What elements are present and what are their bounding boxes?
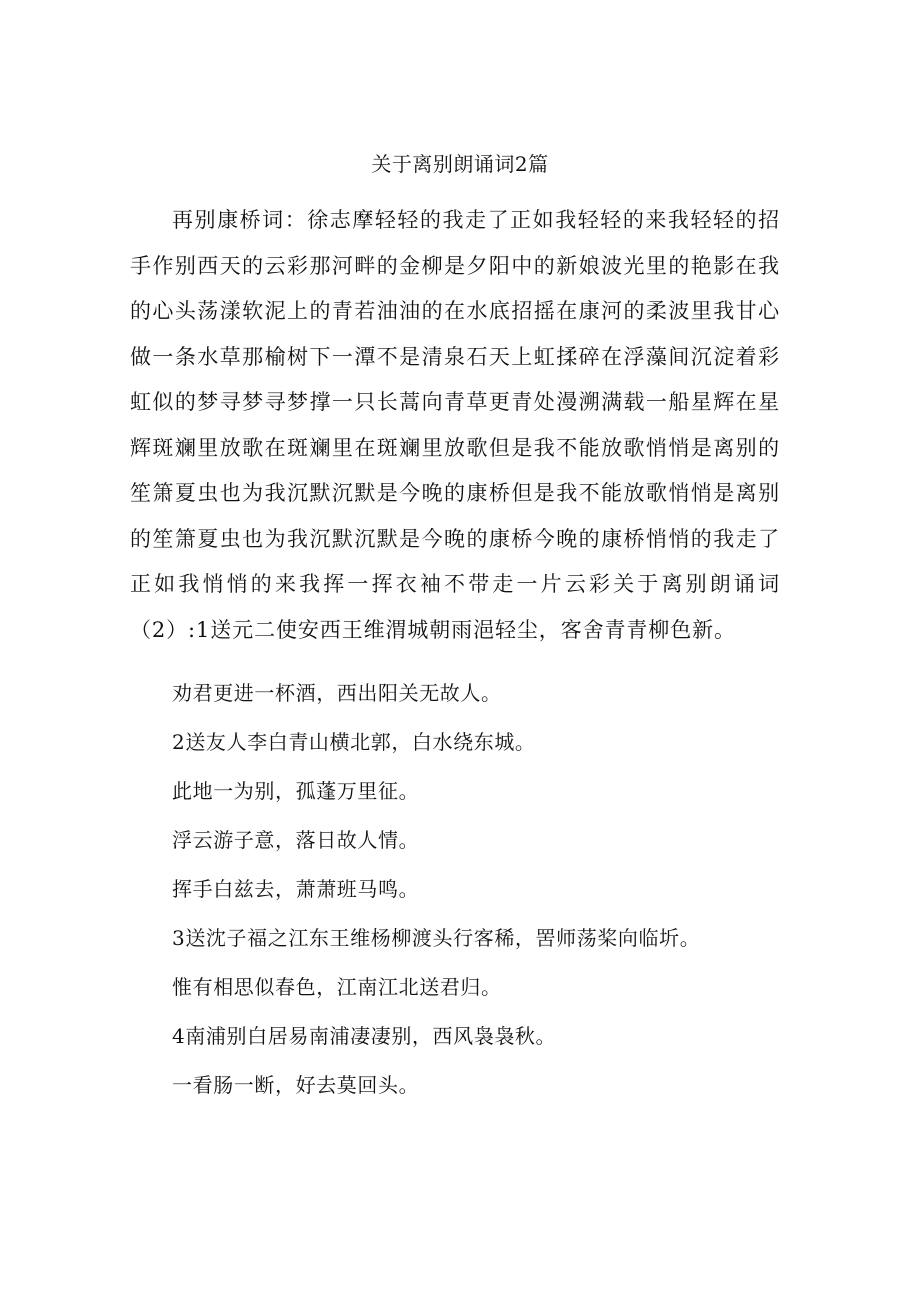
poem-line: 浮云游子意，落日故人情。 xyxy=(172,828,420,852)
poem-line: 劝君更进一杯酒，西出阳关无故人。 xyxy=(172,681,502,705)
poem-line: 此地一为别，孤蓬万里征。 xyxy=(172,779,420,803)
poem-line: 2送友人李白青山横北郭，白水绕东城。 xyxy=(172,730,536,754)
poem-line: 4南浦别白居易南浦凄凄别，西风袅袅秋。 xyxy=(172,1024,557,1048)
document-title: 关于离别朗诵词2篇 xyxy=(371,152,549,176)
poem-line: 挥手白兹去，萧萧班马鸣。 xyxy=(172,877,420,901)
body-paragraph: 再别康桥词：徐志摩轻轻的我走了正如我轻轻的来我轻轻的招手作别西天的云彩那河畔的金柳是夕阳中的新娘波光里的艳影在我的心头荡漾软泥上的青若油油的在水底招摇在康河的柔波里我甘心做一条水草那榆树下一潭不是清泉石天上虹揉碎在浮藻间沉淀着彩虹似的梦寻梦寻梦撑一只长蒿向青草更青处漫溯满载一船星辉在星辉斑斓里放歌在斑斓里在斑斓里放歌但是我不能放歌悄悄是离别的笙箫夏虫也为我沉默沉默是今晚的康桥但是我不能放歌悄悄是离别的笙箫夏虫也为我沉默沉默是今晚的康桥今晚的康桥悄悄的我走了正如我悄悄的来我挥一挥衣袖不带走一片云彩关于离别朗诵词（2）:1送元二使安西王维渭城朝雨浥轻尘，客舍青青柳色新。 xyxy=(130,208,780,642)
poem-line: 一看肠一断，好去莫回头。 xyxy=(172,1073,420,1097)
poem-line: 惟有相思似春色，江南江北送君归。 xyxy=(172,975,502,999)
poem-lines xyxy=(172,677,792,1118)
poem-line: 3送沈子福之江东王维杨柳渡头行客稀，罟师荡桨向临圻。 xyxy=(172,926,701,950)
